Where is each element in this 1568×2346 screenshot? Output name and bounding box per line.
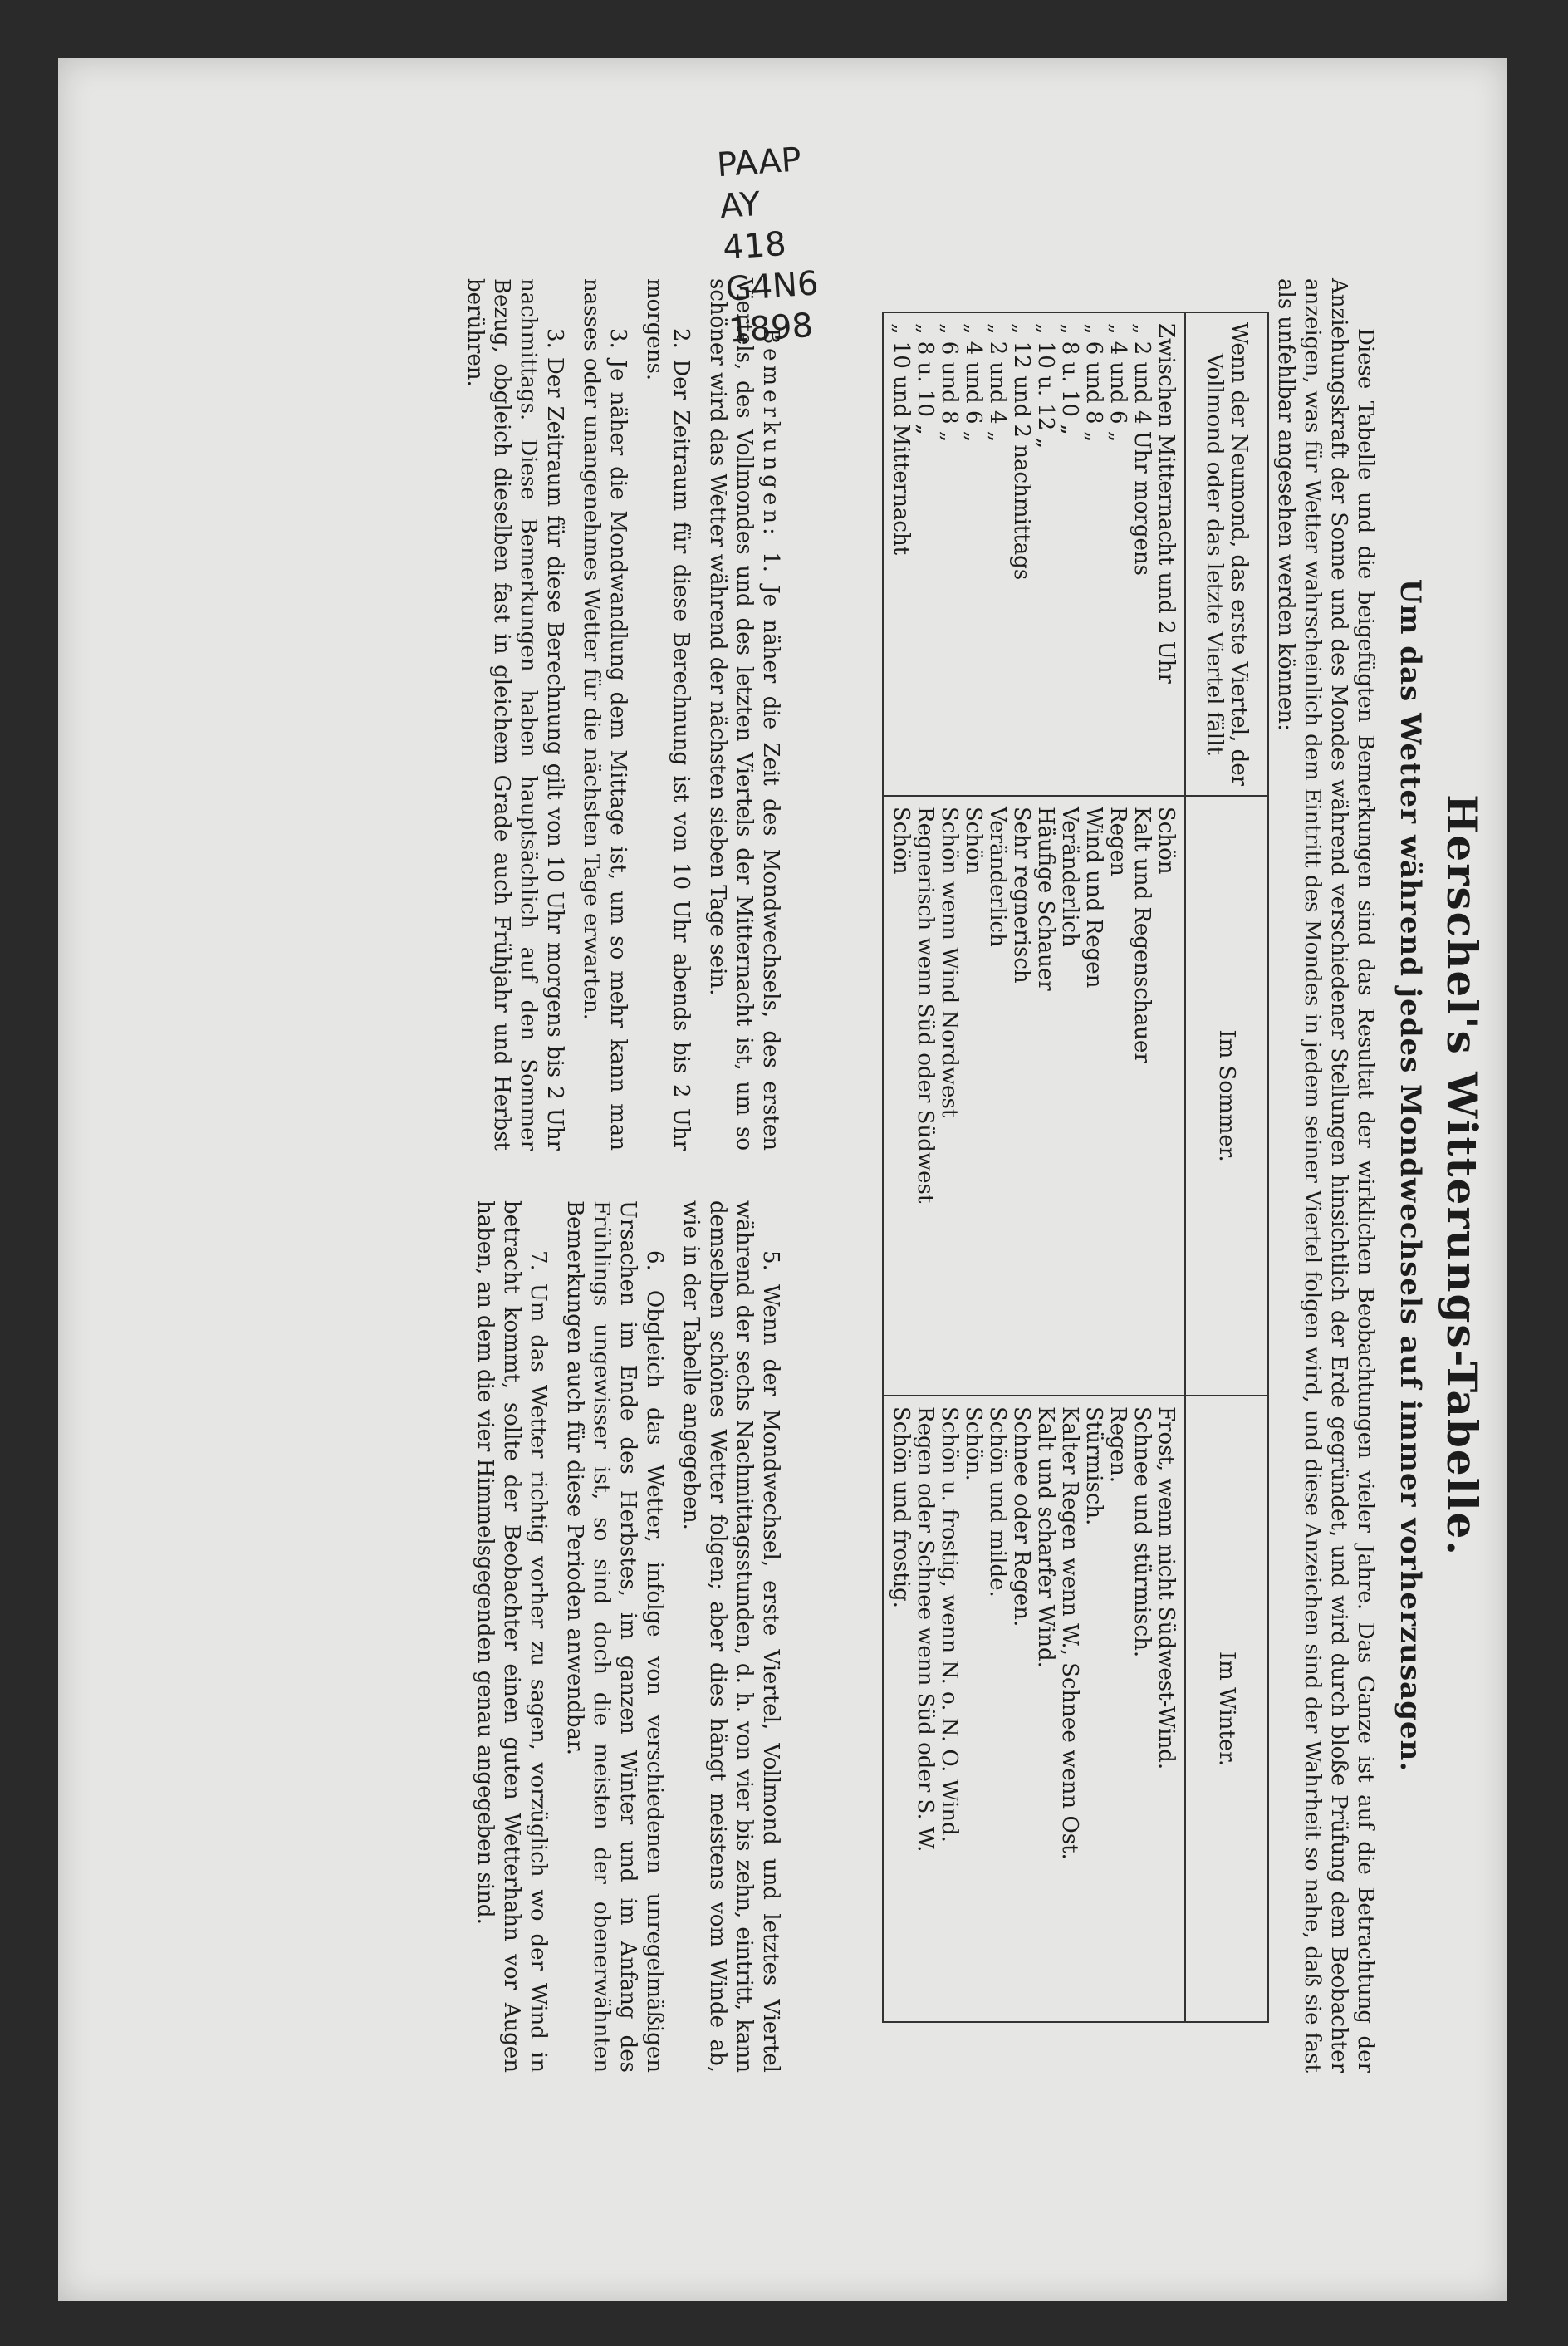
remark-paragraph: 3. Je näher die Mondwandlung dem Mittage ist, um so mehr kann man nasses oder unangenehmes Wetter für die nächsten Tage erwarten. [579,278,630,1151]
cell-time: Zwischen Mitternacht und 2 Uhr [1154,312,1185,796]
remark-paragraph: 3. Der Zeitraum für diese Berechnung gilt von 10 Uhr morgens bis 2 Uhr nachmittags. Diese Bemerkungen haben hauptsächlich auf den Sommer Bezug, obgleich dieselben fast in gleichem Grade auch Frühjahr und Herbst berühren. [463,278,567,1151]
table-row [1081,312,1105,2022]
hand-line: 1898 [727,306,815,351]
header-winter: Im Winter. [1185,1396,1268,2022]
header-summer: Im Sommer. [1185,796,1268,1396]
cell-summer: Schön [961,796,985,1396]
cell-winter: Regen oder Schnee wenn Süd oder S. W. [913,1396,937,2022]
remark-paragraph: 6. Obgleich das Wetter, infolge von verschiedenen unregelmäßigen Ursachen im Ende des Herbstes, im ganzen Winter und im Anfang des Frühlings ungewisser ist, so sind doch die meisten der obenerwähnten Bemerkungen auch für diese Perioden anwendbar. [562,1200,667,2073]
cell-winter: Kalter Regen wenn W., Schnee wenn Ost. [1057,1396,1081,2022]
table-row [937,312,961,2022]
remark-paragraph: 5. Wenn der Mondwechsel, erste Viertel, Vollmond und letztes Viertel während der sechs Nachmittagsstunden, d. h. von vier bis zehn, eintritt, kann demselben schönes Wetter folgen; aber dies hängt meistens vom Winde ab, wie in der Tabelle angegeben. [679,1200,783,2073]
hand-line: 418 [721,224,788,268]
cell-winter: Schnee und stürmisch. [1129,1396,1154,2022]
table-row [1105,312,1129,2022]
remark-paragraph: 2. Der Zeitraum für diese Berechnung ist von 10 Uhr abends bis 2 Uhr morgens. [642,278,693,1151]
cell-time: „ 8 u. 10 „ [1057,312,1081,796]
cell-winter: Schön und milde. [985,1396,1009,2022]
cell-time: „ 2 und 4 „ [985,312,1009,796]
hand-line: G4N6 [724,264,820,309]
hand-line: PAAP [715,140,803,185]
cell-summer: Veränderlich [985,796,1009,1396]
cell-summer: Schön [883,796,913,1396]
cell-summer: Schön wenn Wind Nordwest [937,796,961,1396]
remarks-section [394,278,784,2073]
cell-time: „ 6 und 8 „ [1081,312,1105,796]
rotated-document-content [390,278,1487,2073]
cell-time: „ 4 und 6 „ [961,312,985,796]
cell-time: „ 2 und 4 Uhr morgens [1129,312,1154,796]
table-row [961,312,985,2022]
cell-winter: Frost, wenn nicht Südwest-Wind. [1154,1396,1185,2022]
cell-winter: Schön. [961,1396,985,2022]
cell-time: „ 4 und 6 „ [1105,312,1129,796]
cell-summer: Regen [1105,796,1129,1396]
table-row [1129,312,1154,2022]
cell-time: „ 6 und 8 „ [937,312,961,796]
cell-time: „ 10 u. 12 „ [1033,312,1057,796]
table-row [1033,312,1057,2022]
cell-summer: Wind und Regen [1081,796,1105,1396]
table-row [985,312,1009,2022]
cell-summer: Regnerisch wenn Süd oder Südwest [913,796,937,1396]
table-row [1154,312,1185,2022]
document-subtitle: Um das Wetter während jedes Mondwechsels auf immer vorherzusagen. [1394,578,1427,1773]
table-row [1009,312,1033,2022]
remark-text: 1. Je näher die Zeit des Mondwechsels, des ersten Viertels, des Vollmondes und des letzten Viertels der Mitternacht ist, um so schöner wird das Wetter während der nächsten sieben Tage sein. [705,278,783,1151]
cell-summer: Kalt und Regenschauer [1129,796,1154,1396]
header-moon-phase: Wenn der Neumond, das erste Viertel, der Vollmond oder das letzte Viertel fällt [1185,312,1268,796]
cell-summer: Veränderlich [1057,796,1081,1396]
cell-winter: Schnee oder Regen. [1009,1396,1033,2022]
cell-time: „ 8 u. 10 „ [913,312,937,796]
table-row [1057,312,1081,2022]
cell-summer: Häufige Schauer [1033,796,1057,1396]
cell-winter: Schön und frostig. [883,1396,913,2022]
weather-table [882,312,1269,2023]
cell-winter: Kalt und scharfer Wind. [1033,1396,1057,2022]
remark-paragraph: 7. Um das Wetter richtig vorher zu sagen, vorzüglich wo der Wind in betracht kommt, sollte der Beobachter einen guten Wetterhahn vor Augen haben, an dem die vier Himmelsgegenden genau angegeben sind. [473,1200,551,2073]
intro-paragraph: Diese Tabelle und die beigefügten Bemerkungen sind das Resultat der wirklichen Beobachtungen vieler Jahre. Das Ganze ist auf die Betrachtung der Anziehungskraft der Sonne und des Mondes während verschiedener Stellungen hinsichtlich der Erde gegründet, und wird durch bloße Prüfung dem Beobachter anzeigen, was für Wetter wahrscheinlich dem Eintritt des Mondes in jedem seiner Viertel folgen wird, und diese Anzeichen sind der Wahrheit so nahe, daß sie fast als unfehlbar angesehen werden können: [1273,278,1378,2073]
cell-winter: Stürmisch. [1081,1396,1105,2022]
table-row [883,312,913,2022]
cell-winter: Schön u. frostig, wenn N. o. N. O. Wind. [937,1396,961,2022]
cell-time: „ 10 und Mitternacht [883,312,913,796]
remarks-heading: Bemerkungen: [758,328,783,539]
hand-line: AY [718,184,762,227]
table-row [913,312,937,2022]
cell-time: „ 12 und 2 nachmittags [1009,312,1033,796]
remark-paragraph [704,278,784,1151]
table-header-row [1185,312,1268,2022]
cell-summer: Sehr regnerisch [1009,796,1033,1396]
cell-summer: Schön [1154,796,1185,1396]
cell-winter: Regen. [1105,1396,1129,2022]
document-title: Herschel's Witterungs-Tabelle. [1438,794,1487,1557]
